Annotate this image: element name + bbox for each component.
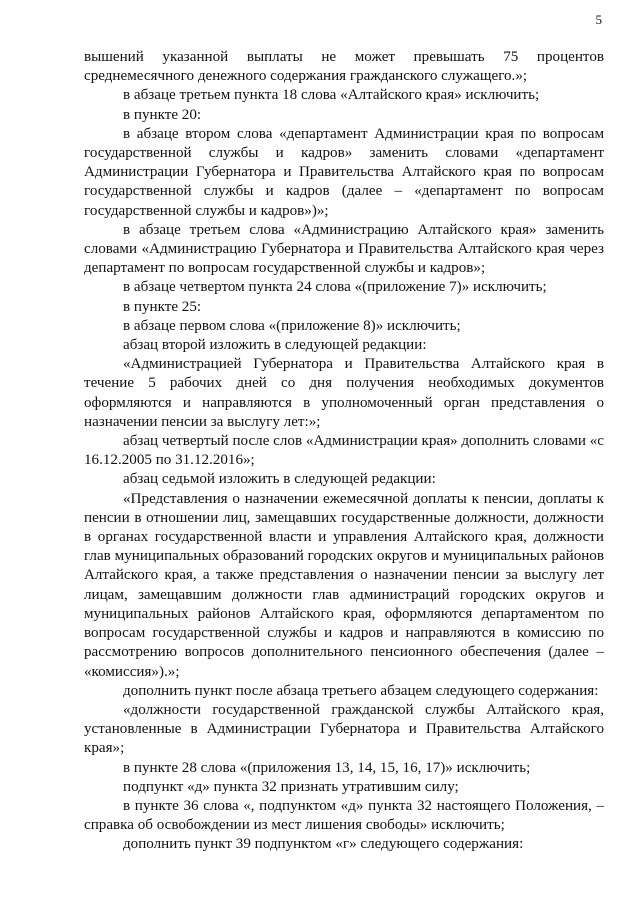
paragraph: в пункте 36 слова «, подпунктом «д» пункта 32 настоящего Положения, – справка об освобождении из мест лишения свободы» исключить; [84,797,604,834]
paragraph: абзац седьмой изложить в следующей редакции: [123,471,436,488]
paragraph: вышений указанной выплаты не может превышать 75 процентов среднемесячного денежного содержания гражданского служащего.»; [84,49,604,85]
paragraph: в пункте 20: [123,106,202,123]
paragraph: в пункте 28 слова «(приложения 13, 14, 15, 16, 17)» исключить; [123,759,531,776]
paragraph: «должности государственной гражданской службы Алтайского края, установленные в Администрации Губернатора и Правительства Алтайского края»; [84,701,604,757]
paragraph: в пункте 25: [123,298,202,315]
paragraph: в абзаце втором слова «департамент Администрации края по вопросам государственной службы и кадров» заменить словами «департамент Администрации Губернатора и Правительства Алтайского края по вопросам государственной службы и кадров (далее – «департамент по вопросам государственной службы и кадров»)»; [84,125,604,219]
paragraph: «Представления о назначении ежемесячной доплаты к пенсии, доплаты к пенсии в отношении лиц, замещавших государственные должности, должности в органах государственной власти и управления Алтайского края, должности глав муниципальных образований городских округов и муниципальных районов Алтайского края, а также представления о назначении пенсии за выслугу лет лицам, замещавшим должности глав администраций городских округов и муниципальных районов Алтайского края, оформляются департаментом по вопросам государственной службы и кадров и направляются в комиссию по рассмотрению вопросов дополнительного пенсионного обеспечения (далее – «комиссия»).»; [84,490,604,680]
paragraph: в абзаце третьем слова «Администрацию Алтайского края» заменить словами «Администрацию Губернатора и Правительства Алтайского края через департамент по вопросам государственной службы и кадров»; [84,221,604,277]
paragraph: дополнить пункт после абзаца третьего абзацем следующего содержания: [123,682,599,699]
paragraph: дополнить пункт 39 подпунктом «г» следующего содержания: [123,836,524,853]
paragraph: «Администрацией Губернатора и Правительства Алтайского края в течение 5 рабочих дней со дня получения необходимых документов оформляются и направляются в уполномоченный орган представления о назначении пенсии за выслугу лет:»; [84,356,604,430]
paragraph: в абзаце третьем пункта 18 слова «Алтайского края» исключить; [123,87,540,104]
paragraph: в абзаце четвертом пункта 24 слова «(приложение 7)» исключить; [123,279,547,296]
paragraph: абзац четвертый после слов «Администрации края» дополнить словами «с 16.12.2005 по 31.12.2016»; [84,433,604,469]
paragraph: подпункт «д» пункта 32 признать утратившим силу; [123,778,459,795]
paragraph: абзац второй изложить в следующей редакции: [123,337,427,354]
page-number: 5 [595,12,602,27]
document-body [84,48,604,855]
paragraph: в абзаце первом слова «(приложение 8)» исключить; [123,317,461,334]
